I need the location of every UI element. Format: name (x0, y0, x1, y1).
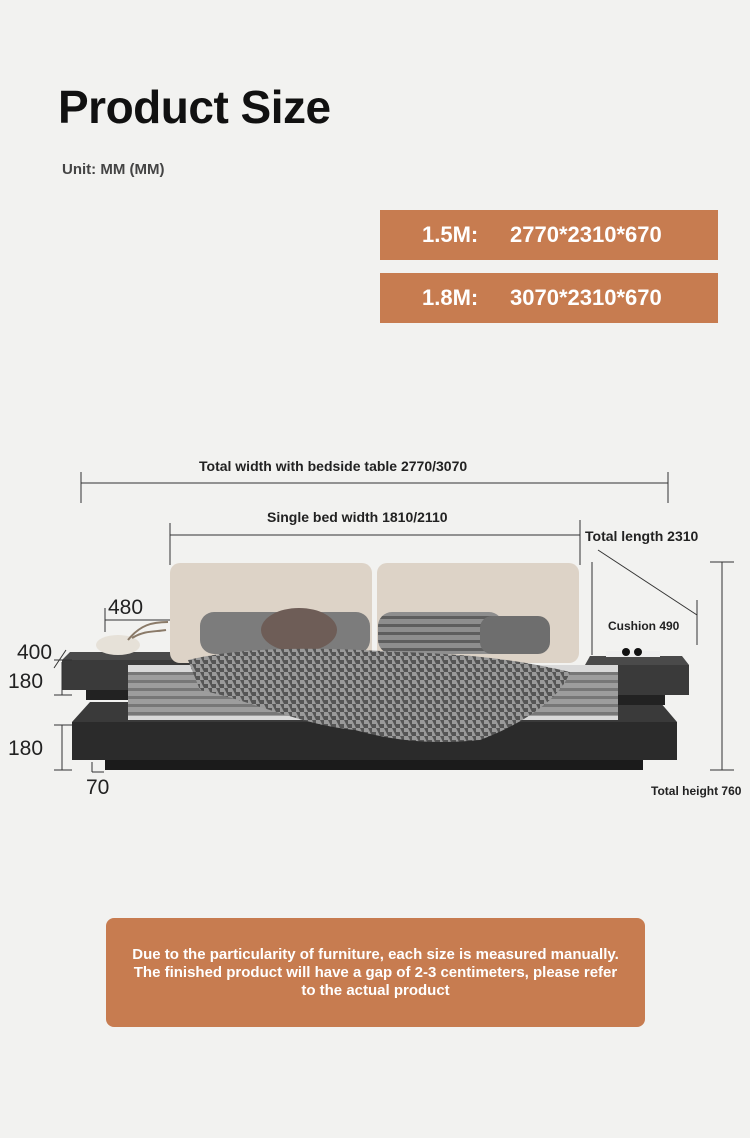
unit-label: Unit: MM (MM) (62, 161, 165, 178)
notice-banner (106, 918, 645, 1027)
total-length-label: Total length 2310 (585, 528, 699, 544)
size-value: 3070*2310*670 (510, 285, 662, 310)
nightstand-width-label: 480 (108, 596, 144, 619)
size-value: 2770*2310*670 (510, 222, 662, 247)
cushion-label: Cushion 490 (608, 619, 680, 633)
nightstand-top-height-label: 400 (17, 641, 53, 664)
single-bed-width-label: Single bed width 1810/2110 (267, 509, 448, 525)
nightstand-thickness-label: 180 (8, 670, 44, 693)
page-title: Product Size (58, 81, 331, 133)
size-label: 1.8M: (422, 285, 479, 310)
total-width-label: Total width with bedside table 2770/3070 (199, 458, 468, 474)
size-label: 1.5M: (422, 222, 479, 247)
total-height-label: Total height 760 (651, 784, 742, 798)
notice-line-2: The finished product will have a gap of 2-3 centimeters, please refer to the actual product (133, 963, 618, 999)
base-clearance-label: 70 (86, 776, 110, 799)
notice-line-1: Due to the particularity of furniture, each size is measured manually. (132, 945, 619, 963)
base-height-label: 180 (8, 737, 44, 760)
